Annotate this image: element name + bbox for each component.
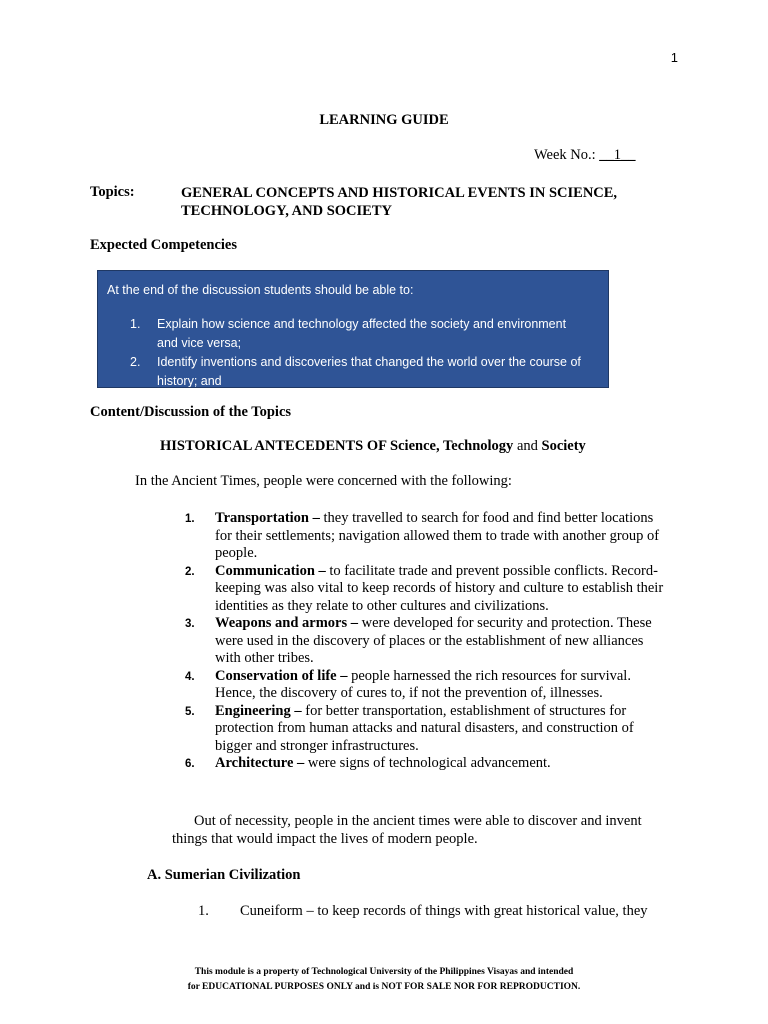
list-term: Engineering – [215,702,302,719]
sumerian-item-number: 1. [198,903,209,919]
list-number: 4. [185,670,195,683]
list-desc: were signs of technological advancement. [304,755,551,771]
footer-notice [0,965,768,995]
competency-item [130,353,585,388]
sumerian-list-item [198,903,648,920]
list-term: Architecture – [215,755,305,771]
list-desc: were developed for security and protection. These were used in the discovery of places or the establishment of new alliances with other tribes. [215,615,652,666]
historical-heading-part1: HISTORICAL ANTECEDENTS OF Science, Technology [160,438,514,454]
list-number: 6. [185,758,195,770]
list-item [185,755,665,773]
competencies-intro: At the end of the discussion students should be able to: [107,283,414,297]
page-number: 1 [670,50,678,65]
week-value: __1__ [599,147,636,163]
list-desc: for better transportation, establishment of structures for protection from human attacks and natural disasters, and construction of bigger and stronger infrastructures. [215,702,634,754]
list-term: Weapons and armors – [215,615,359,631]
list-number: 2. [185,565,195,578]
concerns-list [185,510,665,773]
competency-item [130,315,585,353]
topics-text: GENERAL CONCEPTS AND HISTORICAL EVENTS IN SCIENCE, TECHNOLOGY, AND SOCIETY [181,185,618,219]
list-term: Transportation – [215,510,320,526]
historical-heading-part2: Society [541,438,586,454]
topics-label: Topics: [90,184,135,200]
sumerian-item-text: Cuneiform – to keep records of things with great historical value, they [240,903,648,919]
footer-line: This module is a property of Technological University of the Philippines Visayas and intended [194,967,574,977]
ancient-intro: In the Ancient Times, people were concerned with the following: [135,473,512,489]
competency-number: 2. [130,355,141,369]
section-heading-sumerian: A. Sumerian Civilization [147,867,301,883]
list-item [185,510,665,563]
page-title: LEARNING GUIDE [319,112,449,128]
competency-text: Explain how science and technology affected the society and environment and vice versa; [157,317,567,350]
content-heading: Content/Discussion of the Topics [90,404,292,420]
list-desc: people harnessed the rich resources for survival. Hence, the discovery of cures to, if not the prevention of, illnesses. [215,667,631,701]
historical-heading-and: and [513,438,542,454]
list-number: 5. [185,705,195,718]
historical-heading [160,438,586,455]
competencies-heading: Expected Competencies [90,237,237,253]
competency-number: 1. [130,317,141,331]
week-label: Week No.: [534,147,600,163]
week-number [534,147,636,164]
list-item [185,703,665,756]
list-desc: they travelled to search for food and find better locations for their settlements; navigation allowed them to trade with another group of people. [215,510,660,561]
footer-line: for EDUCATIONAL PURPOSES ONLY and is NOT FOR SALE NOR FOR REPRODUCTION. [187,982,581,992]
list-desc: to facilitate trade and prevent possible conflicts. Record-keeping was also vital to keep records of history and culture to establish their identities as they relate to other cultures and civilizations. [215,562,664,614]
list-item [185,615,665,668]
list-term: Conservation of life – [215,667,348,684]
list-term: Communication – [215,562,326,579]
list-number: 3. [185,618,195,630]
list-item [185,563,665,616]
competency-text: Identify inventions and discoveries that changed the world over the course of history; and [157,355,581,388]
list-number: 1. [185,513,195,525]
competencies-box [97,270,609,388]
necessity-paragraph: Out of necessity, people in the ancient times were able to discover and invent things that would impact the lives of modern people. [172,813,642,847]
list-item [185,668,665,703]
